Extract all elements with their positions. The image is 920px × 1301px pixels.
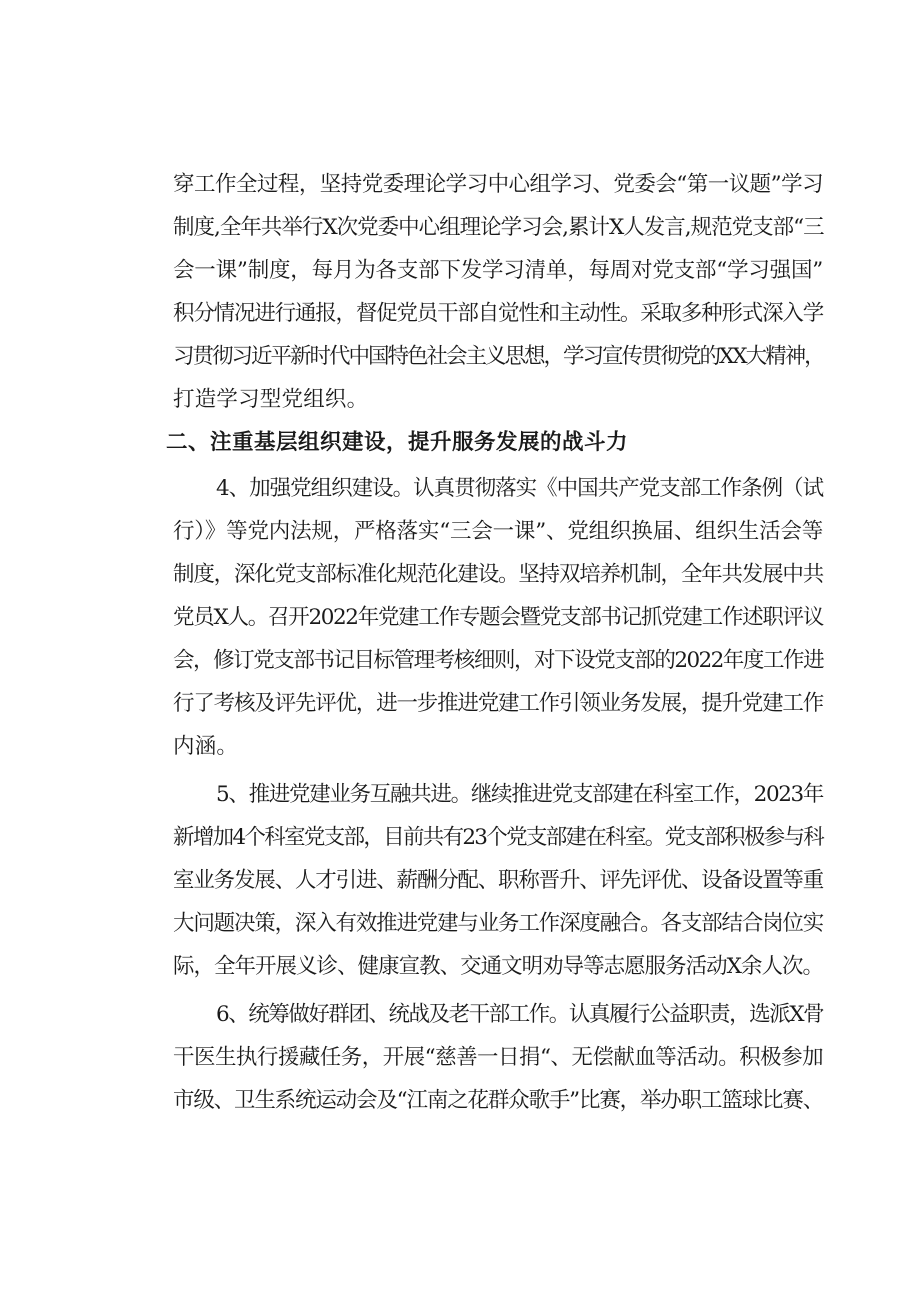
p4-line-5: 会，修订党支部书记目标管理考核细则，对下设党支部的2022年度工作进	[173, 648, 823, 673]
p5-line-3: 室业务发展、人才引进、薪酬分配、职称晋升、评先评优、设备设置等重	[173, 868, 823, 893]
p4-line-3: 制度，深化党支部标准化规范化建设。坚持双培养机制，全年共发展中共	[173, 562, 823, 587]
p5-line-1: 5、推进党建业务互融共进。继续推进党支部建在科室工作，2023年	[216, 782, 823, 807]
p5-line-2: 新增加4个科室党支部，目前共有23个党支部建在科室。党支部积极参与科	[173, 825, 823, 850]
intro-line-6: 打造学习型党组织。	[173, 387, 369, 412]
p4-line-2: 行）》等党内法规，严格落实“三会一课”、党组织换届、组织生活会等	[173, 519, 823, 544]
intro-line-5: 习贯彻习近平新时代中国特色社会主义思想，学习宣传贯彻党的XX大精神，	[173, 344, 824, 369]
p6-line-3: 市级、卫生系统运动会及“江南之花群众歌手”比赛，举办职工篮球比赛、	[173, 1088, 823, 1113]
intro-line-3: 会一课”制度，每月为各支部下发学习清单，每周对党支部“学习强国”	[173, 258, 824, 283]
p4-line-1: 4、加强党组织建设。认真贯彻落实《中国共产党支部工作条例（试	[216, 476, 824, 501]
intro-line-4: 积分情况进行通报，督促党员干部自觉性和主动性。采取多种形式深入学	[173, 301, 823, 326]
p6-line-2: 干医生执行援藏任务，开展“慈善一日捐“、无偿献血等活动。积极参加	[173, 1045, 823, 1070]
p5-line-5: 际，全年开展义诊、健康宣教、交通文明劝导等志愿服务活动X余人次。	[173, 954, 823, 979]
p4-line-7: 内涵。	[173, 734, 239, 759]
p5-line-4: 大问题决策，深入有效推进党建与业务工作深度融合。各支部结合岗位实	[173, 911, 823, 936]
p4-line-6: 行了考核及评先评优，进一步推进党建工作引领业务发展，提升党建工作	[173, 691, 823, 716]
section-heading: 二、注重基层组织建设，提升服务发展的战斗力	[166, 430, 629, 455]
intro-line-1: 穿工作全过程，坚持党委理论学习中心组学习、党委会“第一议题”学习	[173, 172, 823, 197]
p4-line-4: 党员X人。召开2022年党建工作专题会暨党支部书记抓党建工作述职评议	[173, 605, 823, 630]
intro-line-2: 制度,全年共举行X次党委中心组理论学习会,累计X人发言,规范党支部“三	[173, 215, 824, 240]
p6-line-1: 6、统筹做好群团、统战及老干部工作。认真履行公益职责，选派X骨	[216, 1002, 823, 1027]
